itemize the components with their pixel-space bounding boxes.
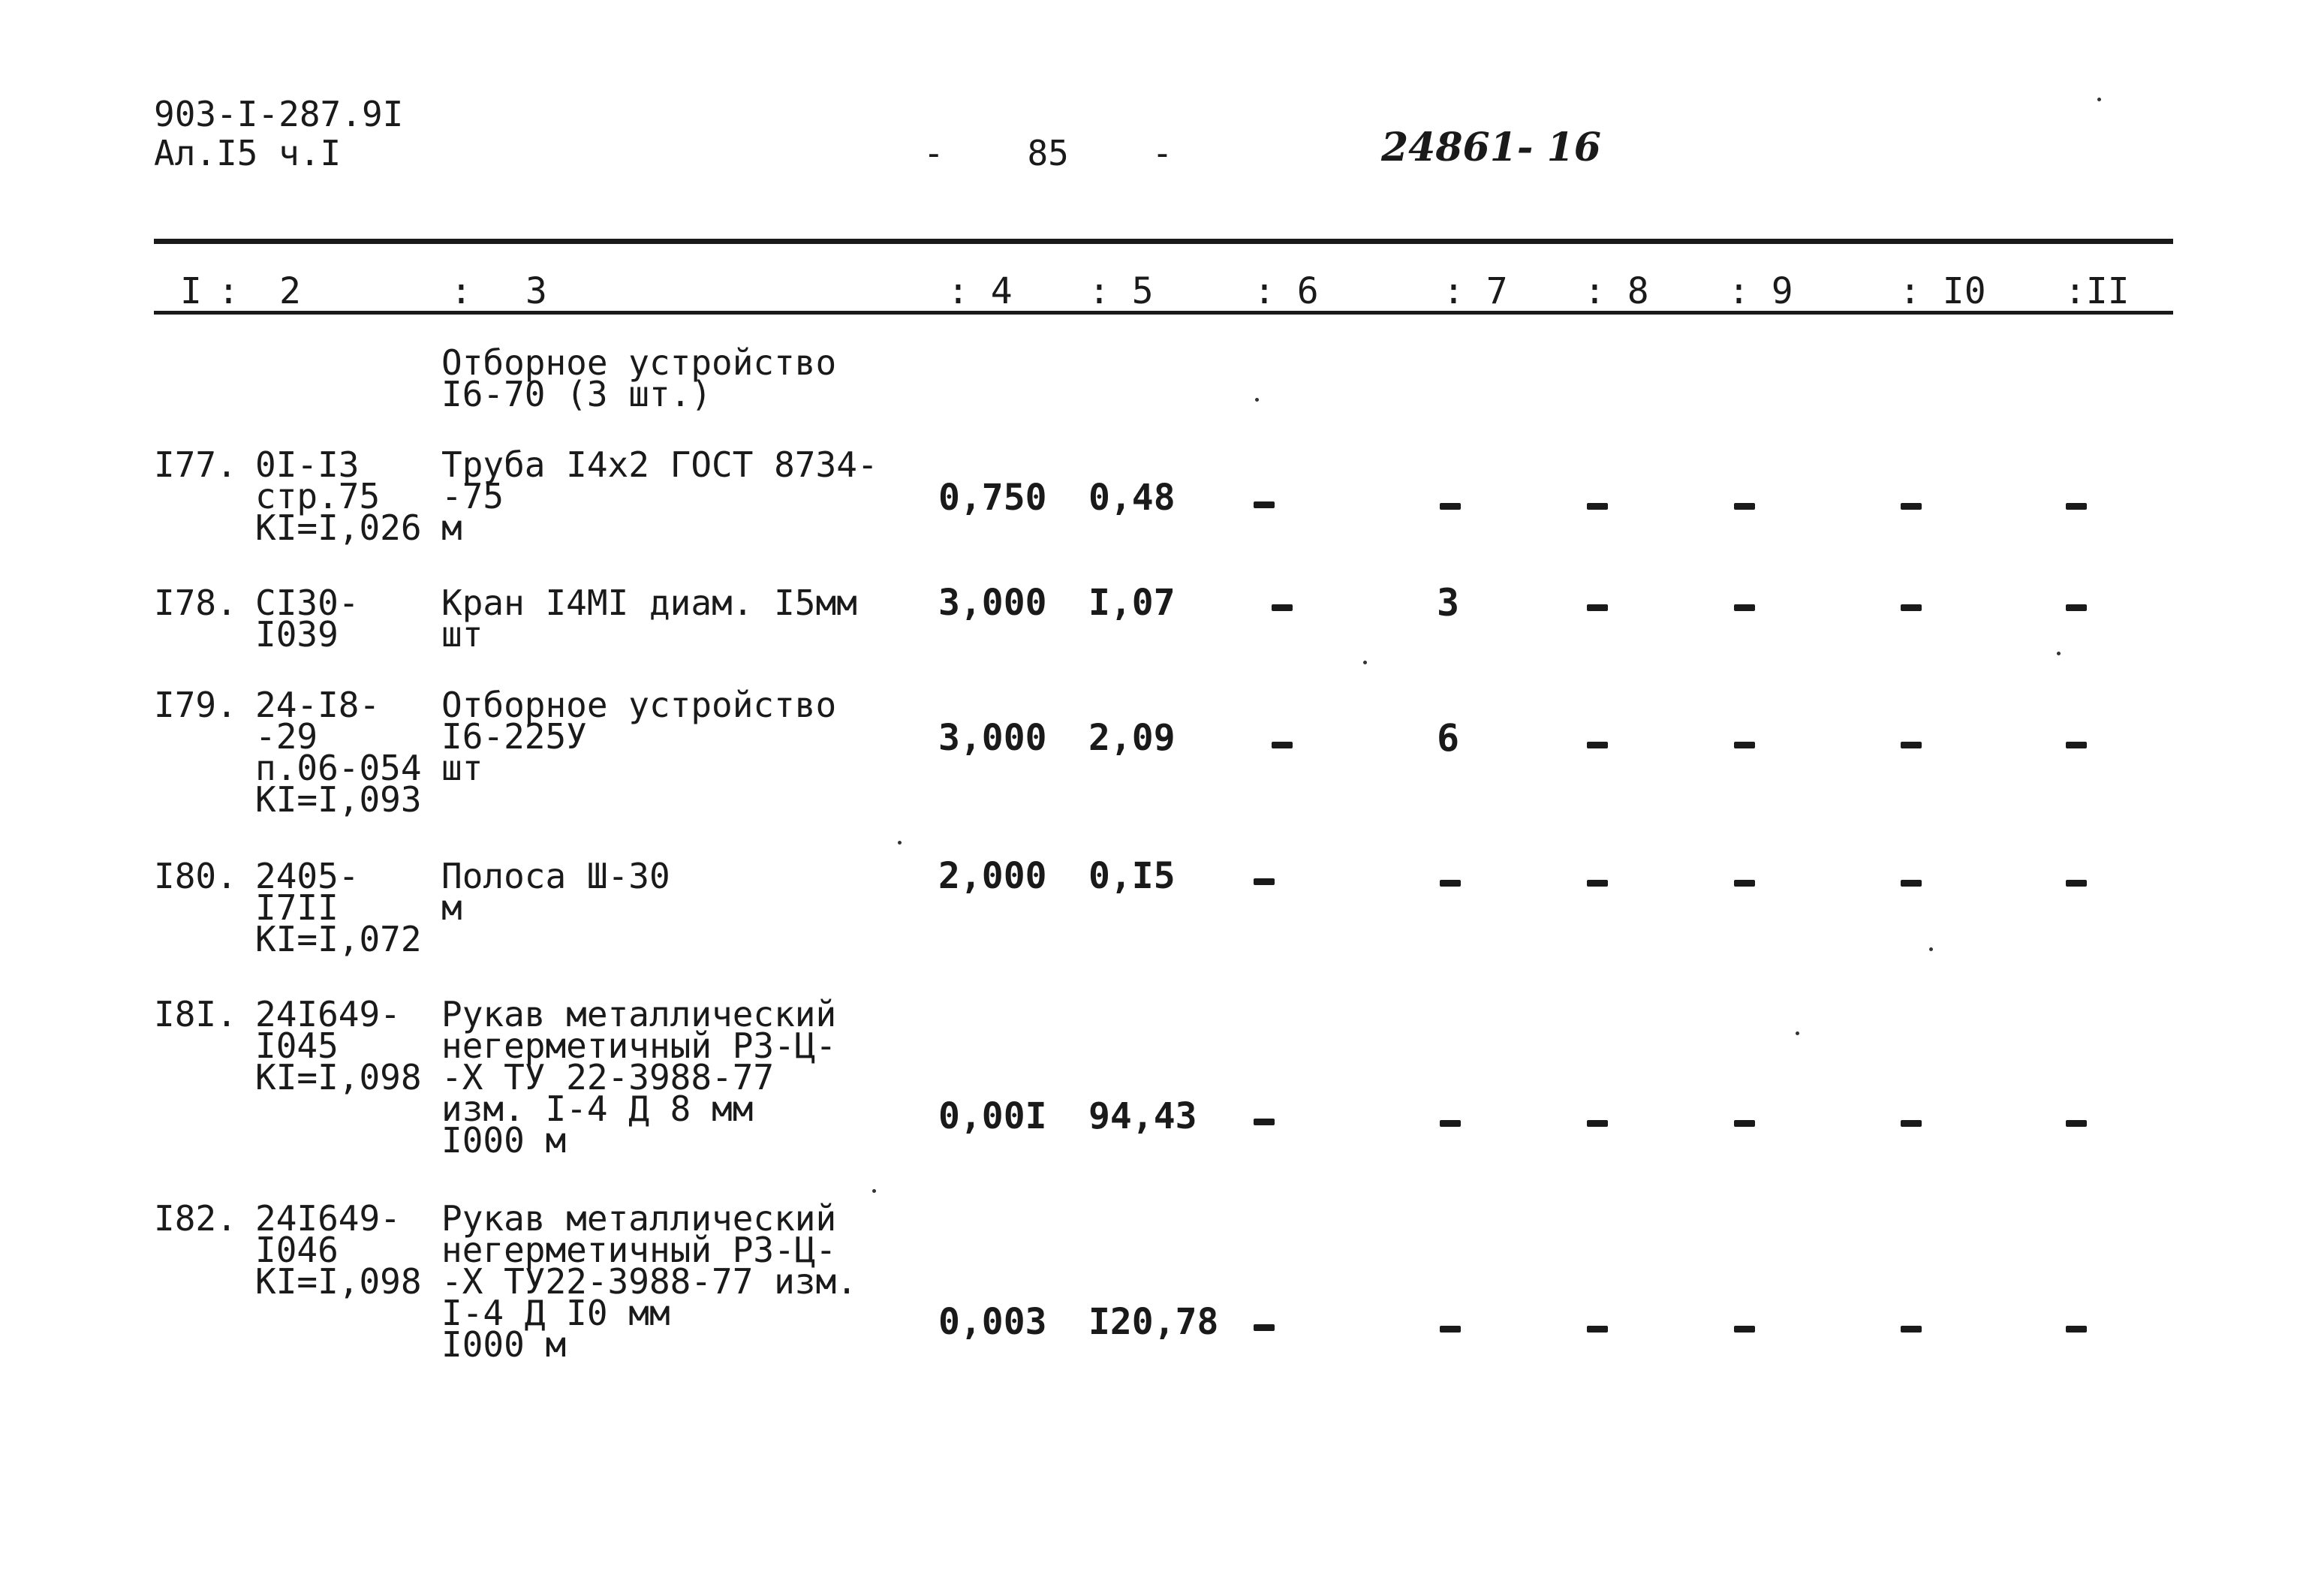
row-col5: I20,78 [1088,1301,1219,1343]
row-number: I80. [154,856,237,896]
dash-col9 [1734,1120,1755,1127]
row-code: 0I-I3 стр.75 KI=I,026 [255,444,422,548]
row-col5: 0,48 [1088,477,1176,519]
dash-col11 [2066,604,2087,611]
column-header: 2 [279,270,301,312]
column-header: : 4 [947,270,1013,312]
scan-speck [898,841,902,845]
column-header: : 9 [1728,270,1793,312]
dash-col6 [1272,604,1293,611]
row-col4: 3,000 [938,582,1047,624]
row-code: 24I649- I045 KI=I,098 [255,994,422,1098]
dash-col9 [1734,503,1755,510]
row-number: I79. [154,685,237,725]
column-header: : 8 [1584,270,1649,312]
row-description: Кран I4MI диам. I5мм шт [441,583,857,655]
row-col5: 94,43 [1088,1095,1197,1137]
dash-col7 [1440,503,1461,510]
dash-col7 [1440,880,1461,887]
dash-col9 [1734,880,1755,887]
dash-col8 [1587,1326,1608,1333]
row-col4: 0,00I [938,1095,1047,1137]
row-description: Труба I4x2 ГОСТ 8734- -75 м [441,444,878,548]
dash-col7 [1440,1120,1461,1127]
dash-col8 [1587,742,1608,748]
column-separator: : [450,270,472,312]
dash-col11 [2066,742,2087,748]
row-col7: 3 [1437,581,1460,625]
row-col4: 3,000 [938,717,1047,759]
dash-col8 [1587,604,1608,611]
dash-col8 [1587,880,1608,887]
scan-speck [1929,947,1933,951]
column-separator: : [218,270,239,312]
row-description: Рукав металлический негерметичный РЗ-Ц- -X ТУ 22-3988-77 изм. I-4 Д 8 мм I000 м [441,994,837,1161]
handwritten-number: 24861- 16 [1381,125,1601,170]
dash-col11 [2066,503,2087,510]
dash-col10 [1901,880,1922,887]
page-number: - 85 - [923,133,1173,173]
row-number: I82. [154,1198,237,1239]
dash-col8 [1587,1120,1608,1127]
dash-col11 [2066,880,2087,887]
dash-col11 [2066,1120,2087,1127]
dash-col9 [1734,1326,1755,1333]
column-header: : 7 [1443,270,1508,312]
row-col5: I,07 [1088,582,1176,624]
scan-speck [2057,652,2061,655]
row-number: I78. [154,583,237,623]
dash-col10 [1901,604,1922,611]
scan-speck [1363,661,1367,664]
row-description: Отборное устройство I6-225У шт [441,685,837,788]
dash-col11 [2066,1326,2087,1333]
dash-col9 [1734,604,1755,611]
dash-col10 [1901,1120,1922,1127]
row-col4: 0,750 [938,477,1047,519]
dash-col6 [1254,878,1275,885]
dash-col10 [1901,742,1922,748]
scan-speck [1796,1031,1799,1035]
dash-col7 [1440,1326,1461,1333]
row-code: 2405- I7II KI=I,072 [255,856,422,959]
scan-speck [2097,98,2101,101]
row-description: Отборное устройство I6-70 (3 шт.) [441,342,837,414]
row-number: I8I. [154,994,237,1034]
column-header: I [180,270,202,312]
row-number: I77. [154,444,237,485]
row-description: Рукав металлический негерметичный РЗ-Ц- -X ТУ22-3988-77 изм. I-4 Д I0 мм I000 м [441,1198,857,1365]
dash-col6 [1254,501,1275,508]
row-code: 24-I8- -29 п.06-054 KI=I,093 [255,685,422,820]
column-header: : 6 [1254,270,1319,312]
row-code: 24I649- I046 KI=I,098 [255,1198,422,1302]
dash-col6 [1254,1324,1275,1331]
dash-col10 [1901,1326,1922,1333]
dash-col10 [1901,503,1922,510]
column-header: : I0 [1899,270,1986,312]
dash-col8 [1587,503,1608,510]
row-col4: 0,003 [938,1301,1047,1343]
dash-col9 [1734,742,1755,748]
dash-col6 [1272,742,1293,748]
row-description: Полоса Ш-30 м [441,856,670,928]
row-col5: 2,09 [1088,717,1176,759]
row-col5: 0,I5 [1088,855,1176,897]
row-code: CI30- I039 [255,583,360,655]
document-code: 903-I-287.9I [154,94,404,134]
row-col7: 6 [1437,716,1460,760]
column-header: : 5 [1088,270,1154,312]
column-header: 3 [525,270,547,312]
dash-col6 [1254,1119,1275,1125]
document-section: Ал.I5 ч.I [154,133,342,173]
row-col4: 2,000 [938,855,1047,897]
scan-speck [872,1189,876,1193]
column-header: :II [2064,270,2130,312]
top-rule [154,239,2173,244]
scan-speck [1255,398,1259,402]
